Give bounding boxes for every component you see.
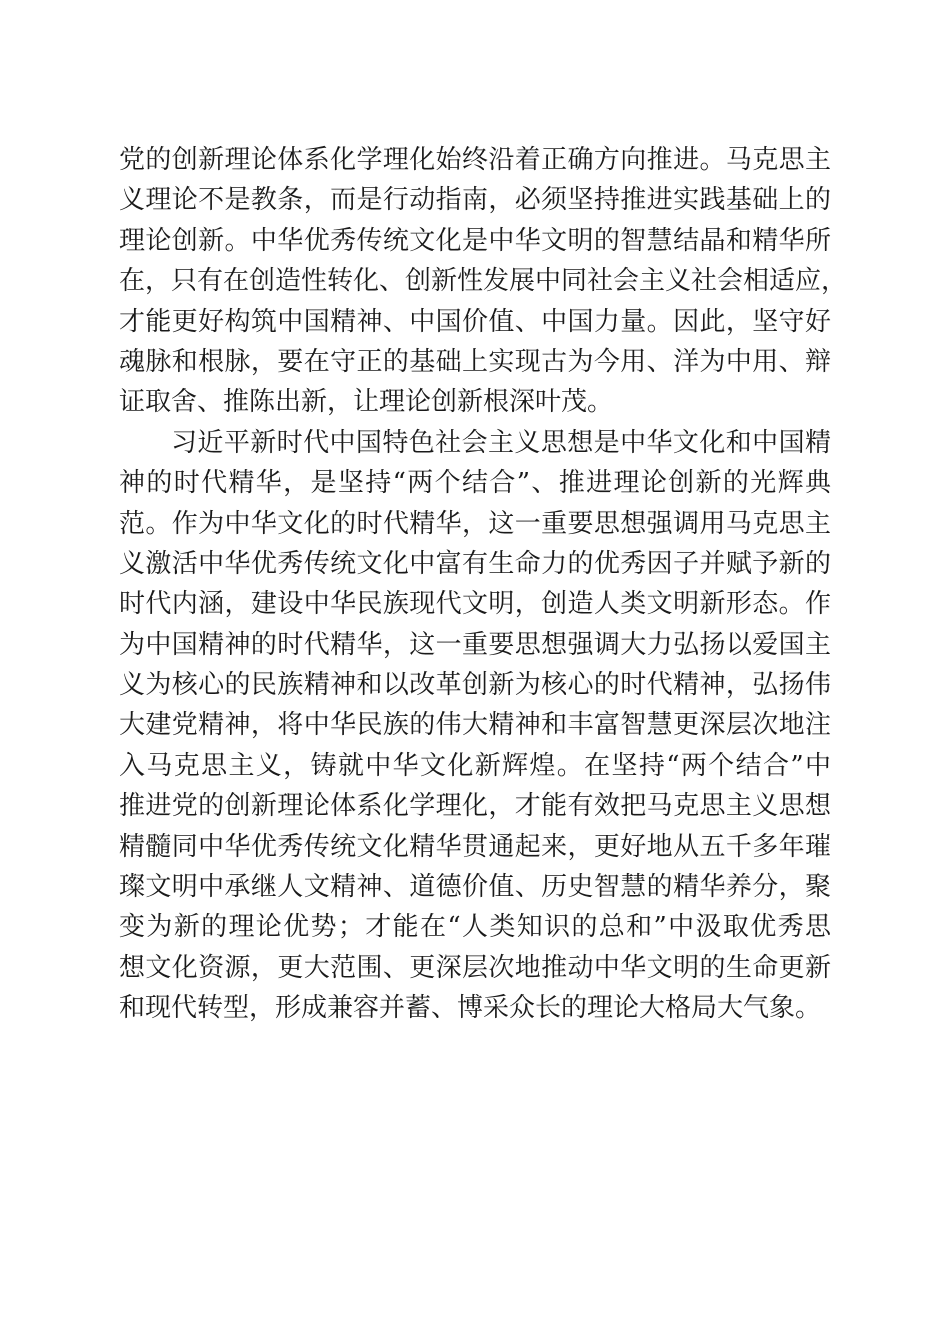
text-line: 范。作为中华文化的时代精华，这一重要思想强调用马克思主 — [119, 508, 831, 539]
text-line: 变为新的理论优势；才能在“人类知识的总和”中汲取优秀思 — [119, 912, 831, 943]
paragraph-1 — [119, 140, 848, 423]
text-line: 推进党的创新理论体系化学理化，才能有效把马克思主义思想 — [119, 791, 831, 822]
text-line: 入马克思主义，铸就中华文化新辉煌。在坚持“两个结合”中 — [119, 750, 831, 781]
text-line: 才能更好构筑中国精神、中国价值、中国力量。因此，坚守好 — [119, 306, 831, 337]
text-line: 习近平新时代中国特色社会主义思想是中华文化和中国精 — [171, 427, 831, 458]
text-line: 璨文明中承继人文精神、道德价值、历史智慧的精华养分，聚 — [119, 872, 831, 903]
text-line: 理论创新。中华优秀传统文化是中华文明的智慧结晶和精华所 — [119, 225, 831, 256]
text-line: 义为核心的民族精神和以改革创新为核心的时代精神，弘扬伟 — [119, 670, 831, 701]
text-line: 党的创新理论体系化学理化始终沿着正确方向推进。马克思主 — [119, 145, 831, 175]
text-line: 精髓同中华优秀传统文化精华贯通起来，更好地从五千多年璀 — [119, 831, 831, 862]
text-line: 义激活中华优秀传统文化中富有生命力的优秀因子并赋予新的 — [119, 548, 831, 579]
text-line: 义理论不是教条，而是行动指南，必须坚持推进实践基础上的 — [119, 185, 831, 216]
document-body — [119, 140, 848, 1029]
text-line: 在，只有在创造性转化、创新性发展中同社会主义社会相适应， — [119, 266, 848, 297]
text-line: 证取舍、推陈出新，让理论创新根深叶茂。 — [119, 387, 614, 418]
text-line: 为中国精神的时代精华，这一重要思想强调大力弘扬以爱国主 — [119, 629, 831, 660]
paragraph-2 — [119, 423, 831, 1029]
text-line: 魂脉和根脉，要在守正的基础上实现古为今用、洋为中用、辩 — [119, 346, 831, 377]
text-line: 时代内涵，建设中华民族现代文明，创造人类文明新形态。作 — [119, 589, 831, 620]
text-line: 和现代转型，形成兼容并蓄、博采众长的理论大格局大气象。 — [119, 993, 822, 1024]
text-line: 神的时代精华，是坚持“两个结合”、推进理论创新的光辉典 — [119, 468, 831, 499]
text-line: 大建党精神，将中华民族的伟大精神和丰富智慧更深层次地注 — [119, 710, 831, 741]
text-line: 想文化资源，更大范围、更深层次地推动中华文明的生命更新 — [119, 952, 831, 983]
